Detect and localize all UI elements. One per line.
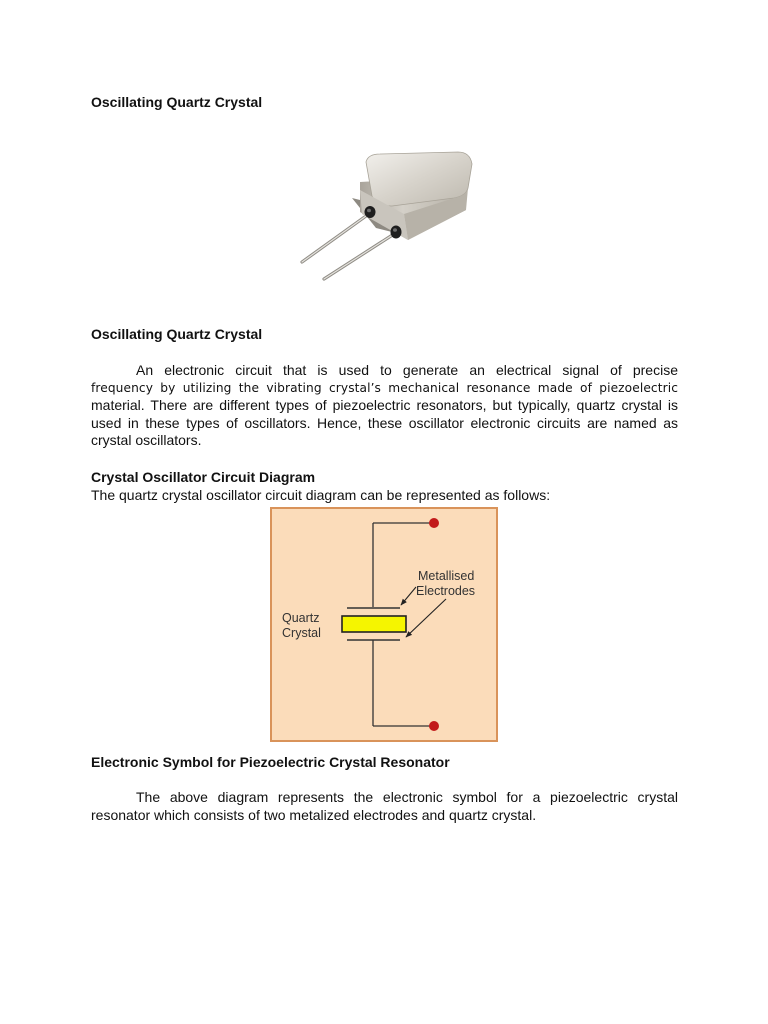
symbol-heading: Electronic Symbol for Piezoelectric Crystal Resonator — [91, 754, 450, 770]
intro-paragraph — [91, 362, 678, 450]
bottom-terminal — [429, 721, 439, 731]
circuit-heading: Crystal Oscillator Circuit Diagram — [91, 469, 316, 485]
section-heading: Oscillating Quartz Crystal — [91, 326, 263, 342]
circuit-intro-text: The quartz crystal oscillator circuit diagram can be represented as follows: — [91, 487, 551, 503]
label-quartz: Quartz — [282, 611, 320, 625]
symbol-text: The above diagram represents the electronic symbol for a piezoelectric crystal resonator which consists of two metalized electrodes and quartz crystal. — [91, 789, 678, 823]
intro-line-1 — [91, 362, 678, 380]
top-terminal — [429, 518, 439, 528]
quartz-crystal-element — [342, 616, 406, 632]
document-title: Oscillating Quartz Crystal — [91, 94, 263, 110]
intro-line-1-text: An electronic circuit that is used to generate an electrical signal of precise — [136, 362, 678, 378]
symbol-paragraph — [91, 789, 678, 824]
intro-rest: material. There are different types of piezoelectric resonators, but typically, quartz crystal is used in these types of oscillators. Hence, these oscillator electronic circuits are named as crystal oscillators. — [91, 397, 678, 448]
label-metallised: Metallised — [418, 569, 475, 583]
intro-line-2: frequency by utilizing the vibrating crystal’s mechanical resonance made of piezoelectric — [91, 380, 678, 395]
label-crystal: Crystal — [282, 626, 321, 640]
crystal-circuit-diagram — [270, 507, 498, 742]
label-electrodes: Electrodes — [416, 584, 476, 598]
quartz-crystal-photo — [296, 140, 496, 310]
